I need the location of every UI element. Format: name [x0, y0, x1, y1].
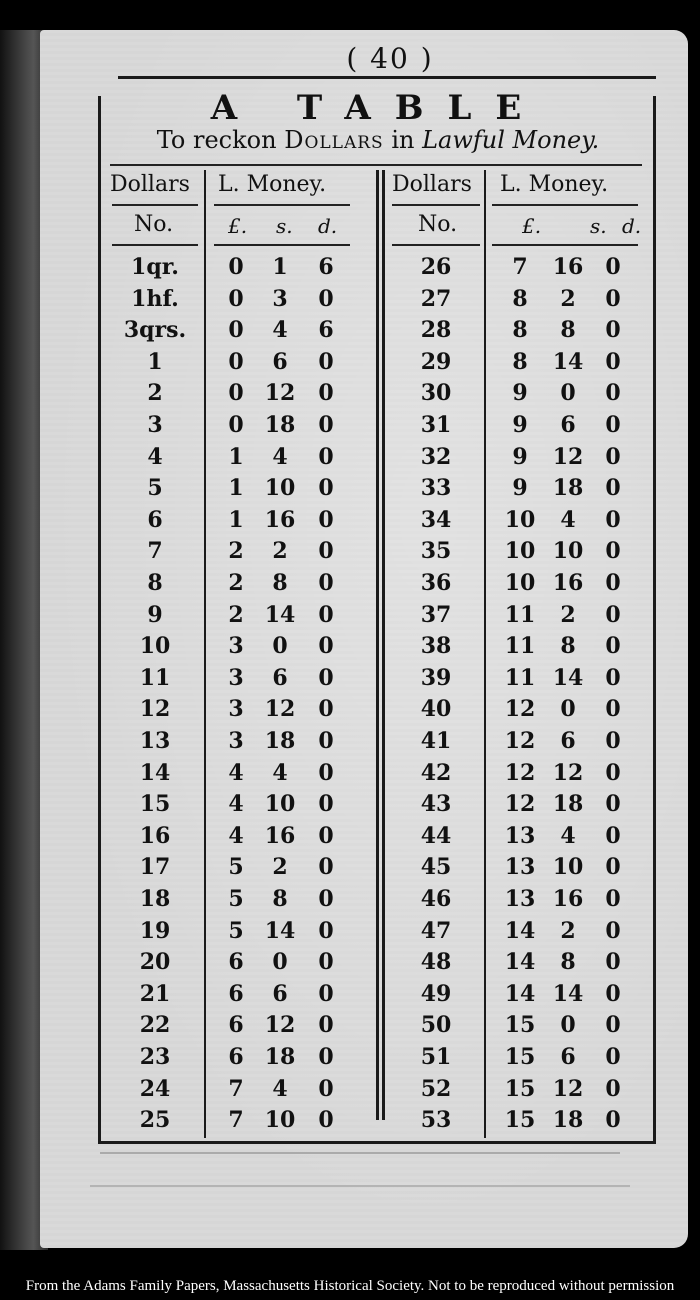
right-pence-cell: 0: [605, 854, 621, 881]
left-pence-cell: 0: [318, 601, 334, 628]
left-pence-cell: 0: [318, 664, 334, 691]
right-dollars-cell: 32: [420, 443, 452, 470]
subtitle-part-3: in: [391, 126, 415, 154]
right-pence-cell: 0: [605, 570, 621, 596]
right-dollars-cell: 36: [420, 570, 452, 596]
right-dollars-cell: 35: [420, 538, 452, 565]
bottom-rule: [98, 1141, 656, 1144]
left-pence-cell: 0: [318, 506, 334, 533]
right-pence-cell: 0: [605, 380, 621, 407]
right-dollars-cell: 52: [420, 1075, 452, 1102]
right-pence-cell: 0: [605, 348, 621, 375]
right-pounds-cell: 15: [504, 1107, 536, 1134]
right-dollars-cell: 40: [420, 696, 452, 723]
left-shillings-cell: 4: [272, 759, 288, 786]
left-shillings-cell: 6: [272, 980, 288, 1007]
right-dollars-cell: 53: [420, 1107, 452, 1134]
bleed-through-line: [100, 1152, 620, 1154]
right-shillings-cell: 4: [560, 822, 576, 849]
right-pence-cell: 0: [605, 475, 621, 502]
left-dollars-cell: 1hf.: [131, 285, 179, 312]
left-pounds-cell: 3: [228, 664, 244, 691]
right-pounds-header: £.: [522, 214, 542, 238]
right-pounds-cell: 8: [512, 317, 528, 344]
right-pounds-cell: 14: [504, 980, 536, 1007]
right-pounds-cell: 10: [504, 506, 536, 533]
right-pounds-cell: 10: [504, 570, 536, 596]
right-pounds-cell: 15: [504, 1012, 536, 1039]
right-pence-cell: 0: [605, 822, 621, 849]
right-column-divider: [484, 170, 486, 1138]
left-dollars-cell: 5: [147, 475, 163, 502]
right-lsd-rule: [492, 244, 638, 246]
left-pounds-cell: 5: [228, 917, 244, 944]
left-pence-cell: 0: [318, 1075, 334, 1102]
right-shillings-cell: 2: [560, 917, 576, 944]
left-shillings-cell: 6: [272, 348, 288, 375]
left-shillings-cell: 2: [272, 538, 288, 565]
left-shillings-cell: 16: [264, 506, 296, 533]
right-dollars-cell: 26: [420, 254, 452, 280]
left-pounds-cell: 0: [228, 317, 244, 344]
right-dollars-cell: 34: [420, 506, 452, 533]
right-pence-cell: 0: [605, 1044, 621, 1070]
right-shillings-cell: 18: [552, 791, 584, 818]
left-shillings-cell: 18: [264, 1044, 296, 1070]
right-pounds-cell: 12: [504, 791, 536, 818]
left-pounds-header: £.: [228, 214, 248, 238]
left-pounds-cell: 2: [228, 601, 244, 628]
left-pence-cell: 0: [318, 949, 334, 976]
right-money-subrule: [492, 204, 638, 206]
left-pence-cell: 0: [318, 570, 334, 596]
left-dollars-subrule: [112, 204, 198, 206]
right-pounds-cell: 9: [512, 412, 528, 438]
right-pounds-cell: 13: [504, 822, 536, 849]
left-pence-cell: 0: [318, 728, 334, 754]
right-pounds-cell: 12: [504, 759, 536, 786]
left-shillings-cell: 14: [264, 601, 296, 628]
right-pence-cell: 0: [605, 412, 621, 438]
left-pence-cell: 6: [318, 254, 334, 280]
left-pence-cell: 0: [318, 443, 334, 470]
right-shillings-cell: 18: [552, 1107, 584, 1134]
right-pence-cell: 0: [605, 949, 621, 976]
left-pounds-cell: 0: [228, 254, 244, 280]
left-pounds-cell: 5: [228, 886, 244, 912]
right-pence-cell: 0: [605, 633, 621, 660]
right-shillings-cell: 0: [560, 380, 576, 407]
left-pence-cell: 0: [318, 696, 334, 723]
left-pence-cell: 0: [318, 980, 334, 1007]
archive-caption: From the Adams Family Papers, Massachusetts Historical Society. Not to be reproduced without permission: [25, 1278, 675, 1294]
left-pence-cell: 0: [318, 412, 334, 438]
right-pounds-cell: 9: [512, 443, 528, 470]
right-shillings-cell: 8: [560, 949, 576, 976]
left-shillings-cell: 8: [272, 886, 288, 912]
left-pounds-cell: 0: [228, 285, 244, 312]
left-dollars-cell: 14: [139, 759, 171, 786]
left-pence-cell: 0: [318, 1012, 334, 1039]
left-pence-cell: 0: [318, 822, 334, 849]
right-shillings-cell: 18: [552, 475, 584, 502]
right-dollars-cell: 45: [420, 854, 452, 881]
left-no-rule: [112, 244, 198, 246]
right-dollars-cell: 44: [420, 822, 452, 849]
left-dollars-cell: 9: [147, 601, 163, 628]
right-shillings-cell: 12: [552, 443, 584, 470]
left-pounds-cell: 1: [228, 475, 244, 502]
right-dollars-cell: 30: [420, 380, 452, 407]
right-pence-cell: 0: [605, 506, 621, 533]
right-dollars-cell: 51: [420, 1044, 452, 1070]
right-pence-cell: 0: [605, 538, 621, 565]
left-pounds-cell: 6: [228, 1044, 244, 1070]
left-pounds-cell: 7: [228, 1075, 244, 1102]
left-pence-cell: 0: [318, 538, 334, 565]
right-dollars-cell: 49: [420, 980, 452, 1007]
left-pounds-cell: 2: [228, 570, 244, 596]
left-lsd-rule: [214, 244, 350, 246]
right-dollars-cell: 50: [420, 1012, 452, 1039]
right-shillings-cell: 2: [560, 285, 576, 312]
right-dollars-cell: 37: [420, 601, 452, 628]
center-divider-a: [376, 170, 379, 1120]
left-pounds-cell: 3: [228, 728, 244, 754]
left-pence-cell: 0: [318, 1044, 334, 1070]
right-shillings-cell: 16: [552, 254, 584, 280]
left-dollars-header: Dollars: [110, 172, 190, 197]
left-shillings-cell: 12: [264, 696, 296, 723]
left-pounds-cell: 2: [228, 538, 244, 565]
right-pence-cell: 0: [605, 317, 621, 344]
right-shillings-cell: 16: [552, 886, 584, 912]
left-shillings-cell: 18: [264, 412, 296, 438]
right-dollars-cell: 31: [420, 412, 452, 438]
left-dollars-cell: 20: [139, 949, 171, 976]
left-pence-header: d.: [318, 214, 338, 238]
left-pence-cell: 0: [318, 886, 334, 912]
left-pounds-cell: 0: [228, 380, 244, 407]
right-dollars-cell: 28: [420, 317, 452, 344]
left-shillings-cell: 12: [264, 1012, 296, 1039]
right-dollars-cell: 48: [420, 949, 452, 976]
right-pounds-cell: 11: [504, 601, 536, 628]
subtitle-part-4: Lawful Money.: [422, 126, 600, 154]
right-pence-cell: 0: [605, 443, 621, 470]
left-pounds-cell: 4: [228, 759, 244, 786]
right-shillings-cell: 6: [560, 412, 576, 438]
left-pence-cell: 0: [318, 348, 334, 375]
left-dollars-cell: 12: [139, 696, 171, 723]
bleed-through-line-2: [90, 1185, 630, 1187]
right-pence-header: d.: [622, 214, 642, 238]
right-dollars-cell: 27: [420, 285, 452, 312]
right-pence-cell: 0: [605, 886, 621, 912]
right-shillings-header: s.: [590, 214, 607, 238]
right-pence-cell: 0: [605, 980, 621, 1007]
right-dollars-cell: 46: [420, 886, 452, 912]
left-shillings-cell: 1: [272, 254, 288, 280]
left-column-divider: [204, 170, 206, 1138]
left-dollars-cell: 16: [139, 822, 171, 849]
left-dollars-cell: 24: [139, 1075, 171, 1102]
right-shillings-cell: 8: [560, 317, 576, 344]
right-pounds-cell: 9: [512, 475, 528, 502]
left-shillings-cell: 6: [272, 664, 288, 691]
right-dollars-cell: 43: [420, 791, 452, 818]
left-dollars-cell: 1: [147, 348, 163, 375]
right-dollars-cell: 41: [420, 728, 452, 754]
right-pounds-cell: 13: [504, 886, 536, 912]
left-pence-cell: 6: [318, 317, 334, 344]
left-shillings-header: s.: [276, 214, 293, 238]
right-pence-cell: 0: [605, 917, 621, 944]
right-shillings-cell: 6: [560, 1044, 576, 1070]
right-pounds-cell: 12: [504, 728, 536, 754]
left-shillings-cell: 8: [272, 570, 288, 596]
left-dollars-cell: 7: [147, 538, 163, 565]
left-pounds-cell: 3: [228, 633, 244, 660]
right-pence-cell: 0: [605, 1107, 621, 1134]
left-pounds-cell: 5: [228, 854, 244, 881]
right-shillings-cell: 10: [552, 538, 584, 565]
left-dollars-cell: 10: [139, 633, 171, 660]
right-dollars-cell: 33: [420, 475, 452, 502]
left-dollars-cell: 15: [139, 791, 171, 818]
left-pence-cell: 0: [318, 854, 334, 881]
left-pence-cell: 0: [318, 917, 334, 944]
left-dollars-cell: 22: [139, 1012, 171, 1039]
right-pence-cell: 0: [605, 1012, 621, 1039]
right-shillings-cell: 16: [552, 570, 584, 596]
right-pence-cell: 0: [605, 285, 621, 312]
left-shillings-cell: 16: [264, 822, 296, 849]
right-pounds-cell: 9: [512, 380, 528, 407]
right-shillings-cell: 12: [552, 1075, 584, 1102]
left-no-header: No.: [134, 212, 174, 237]
left-shillings-cell: 4: [272, 317, 288, 344]
left-shillings-cell: 0: [272, 949, 288, 976]
left-dollars-cell: 19: [139, 917, 171, 944]
right-shillings-cell: 10: [552, 854, 584, 881]
right-dollars-cell: 29: [420, 348, 452, 375]
right-pence-cell: 0: [605, 254, 621, 280]
left-dollars-cell: 17: [139, 854, 171, 881]
left-dollars-cell: 1qr.: [131, 254, 179, 280]
left-pounds-cell: 3: [228, 696, 244, 723]
left-pounds-cell: 6: [228, 980, 244, 1007]
right-money-header: L. Money.: [500, 172, 609, 197]
right-pounds-cell: 7: [512, 254, 528, 280]
right-pounds-cell: 15: [504, 1075, 536, 1102]
right-shillings-cell: 14: [552, 980, 584, 1007]
right-no-rule: [392, 244, 480, 246]
left-dollars-cell: 2: [147, 380, 163, 407]
right-pence-cell: 0: [605, 696, 621, 723]
right-pounds-cell: 15: [504, 1044, 536, 1070]
left-pence-cell: 0: [318, 285, 334, 312]
left-pounds-cell: 6: [228, 1012, 244, 1039]
right-shillings-cell: 6: [560, 728, 576, 754]
left-pence-cell: 0: [318, 633, 334, 660]
right-shillings-cell: 0: [560, 696, 576, 723]
right-dollars-cell: 42: [420, 759, 452, 786]
left-shillings-cell: 10: [264, 1107, 296, 1134]
left-pence-cell: 0: [318, 475, 334, 502]
left-pounds-cell: 1: [228, 506, 244, 533]
left-shillings-cell: 18: [264, 728, 296, 754]
left-shillings-cell: 3: [272, 285, 288, 312]
right-pence-cell: 0: [605, 601, 621, 628]
header-rule: [110, 164, 642, 166]
left-dollars-cell: 21: [139, 980, 171, 1007]
right-shillings-cell: 4: [560, 506, 576, 533]
left-money-subrule: [214, 204, 350, 206]
left-shillings-cell: 10: [264, 475, 296, 502]
right-shillings-cell: 12: [552, 759, 584, 786]
table-title: A TABLE: [210, 88, 546, 128]
right-shillings-cell: 8: [560, 633, 576, 660]
left-dollars-cell: 3qrs.: [123, 317, 187, 344]
right-pounds-cell: 12: [504, 696, 536, 723]
right-pounds-cell: 13: [504, 854, 536, 881]
right-pence-cell: 0: [605, 759, 621, 786]
right-dollars-header: Dollars: [392, 172, 472, 197]
left-dollars-cell: 13: [139, 728, 171, 754]
left-shillings-cell: 10: [264, 791, 296, 818]
left-pence-cell: 0: [318, 1107, 334, 1134]
left-pounds-cell: 0: [228, 348, 244, 375]
right-dollars-cell: 38: [420, 633, 452, 660]
right-pounds-cell: 14: [504, 949, 536, 976]
left-pence-cell: 0: [318, 380, 334, 407]
page-number: ( 40 ): [346, 42, 434, 75]
center-divider-b: [382, 170, 385, 1120]
left-pounds-cell: 0: [228, 412, 244, 438]
left-shillings-cell: 12: [264, 380, 296, 407]
right-dollars-subrule: [392, 204, 480, 206]
right-pounds-cell: 8: [512, 285, 528, 312]
left-pounds-cell: 1: [228, 443, 244, 470]
left-dollars-cell: 11: [139, 664, 171, 691]
table-subtitle: [100, 126, 656, 154]
right-pounds-cell: 11: [504, 633, 536, 660]
right-pounds-cell: 10: [504, 538, 536, 565]
left-pounds-cell: 4: [228, 822, 244, 849]
right-shillings-cell: 14: [552, 664, 584, 691]
left-shillings-cell: 0: [272, 633, 288, 660]
left-dollars-cell: 23: [139, 1044, 171, 1070]
left-pounds-cell: 4: [228, 791, 244, 818]
left-shillings-cell: 4: [272, 1075, 288, 1102]
right-pounds-cell: 11: [504, 664, 536, 691]
subtitle-part-1: To reckon: [156, 126, 277, 154]
right-pence-cell: 0: [605, 791, 621, 818]
subtitle-part-2: Dollars: [284, 126, 384, 154]
top-rule: [118, 76, 656, 79]
right-dollars-cell: 47: [420, 917, 452, 944]
right-shillings-cell: 2: [560, 601, 576, 628]
right-pence-cell: 0: [605, 728, 621, 754]
right-dollars-cell: 39: [420, 664, 452, 691]
right-pounds-cell: 8: [512, 348, 528, 375]
left-dollars-cell: 25: [139, 1107, 171, 1134]
right-shillings-cell: 14: [552, 348, 584, 375]
right-pounds-cell: 14: [504, 917, 536, 944]
left-dollars-cell: 18: [139, 886, 171, 912]
right-no-header: No.: [418, 212, 458, 237]
left-pence-cell: 0: [318, 759, 334, 786]
left-pence-cell: 0: [318, 791, 334, 818]
right-pence-cell: 0: [605, 1075, 621, 1102]
left-dollars-cell: 6: [147, 506, 163, 533]
left-dollars-cell: 4: [147, 443, 163, 470]
left-shillings-cell: 2: [272, 854, 288, 881]
left-pounds-cell: 6: [228, 949, 244, 976]
left-dollars-cell: 8: [147, 570, 163, 596]
right-shillings-cell: 0: [560, 1012, 576, 1039]
left-pounds-cell: 7: [228, 1107, 244, 1134]
left-shillings-cell: 14: [264, 917, 296, 944]
left-shillings-cell: 4: [272, 443, 288, 470]
left-dollars-cell: 3: [147, 412, 163, 438]
right-pence-cell: 0: [605, 664, 621, 691]
left-money-header: L. Money.: [218, 172, 327, 197]
